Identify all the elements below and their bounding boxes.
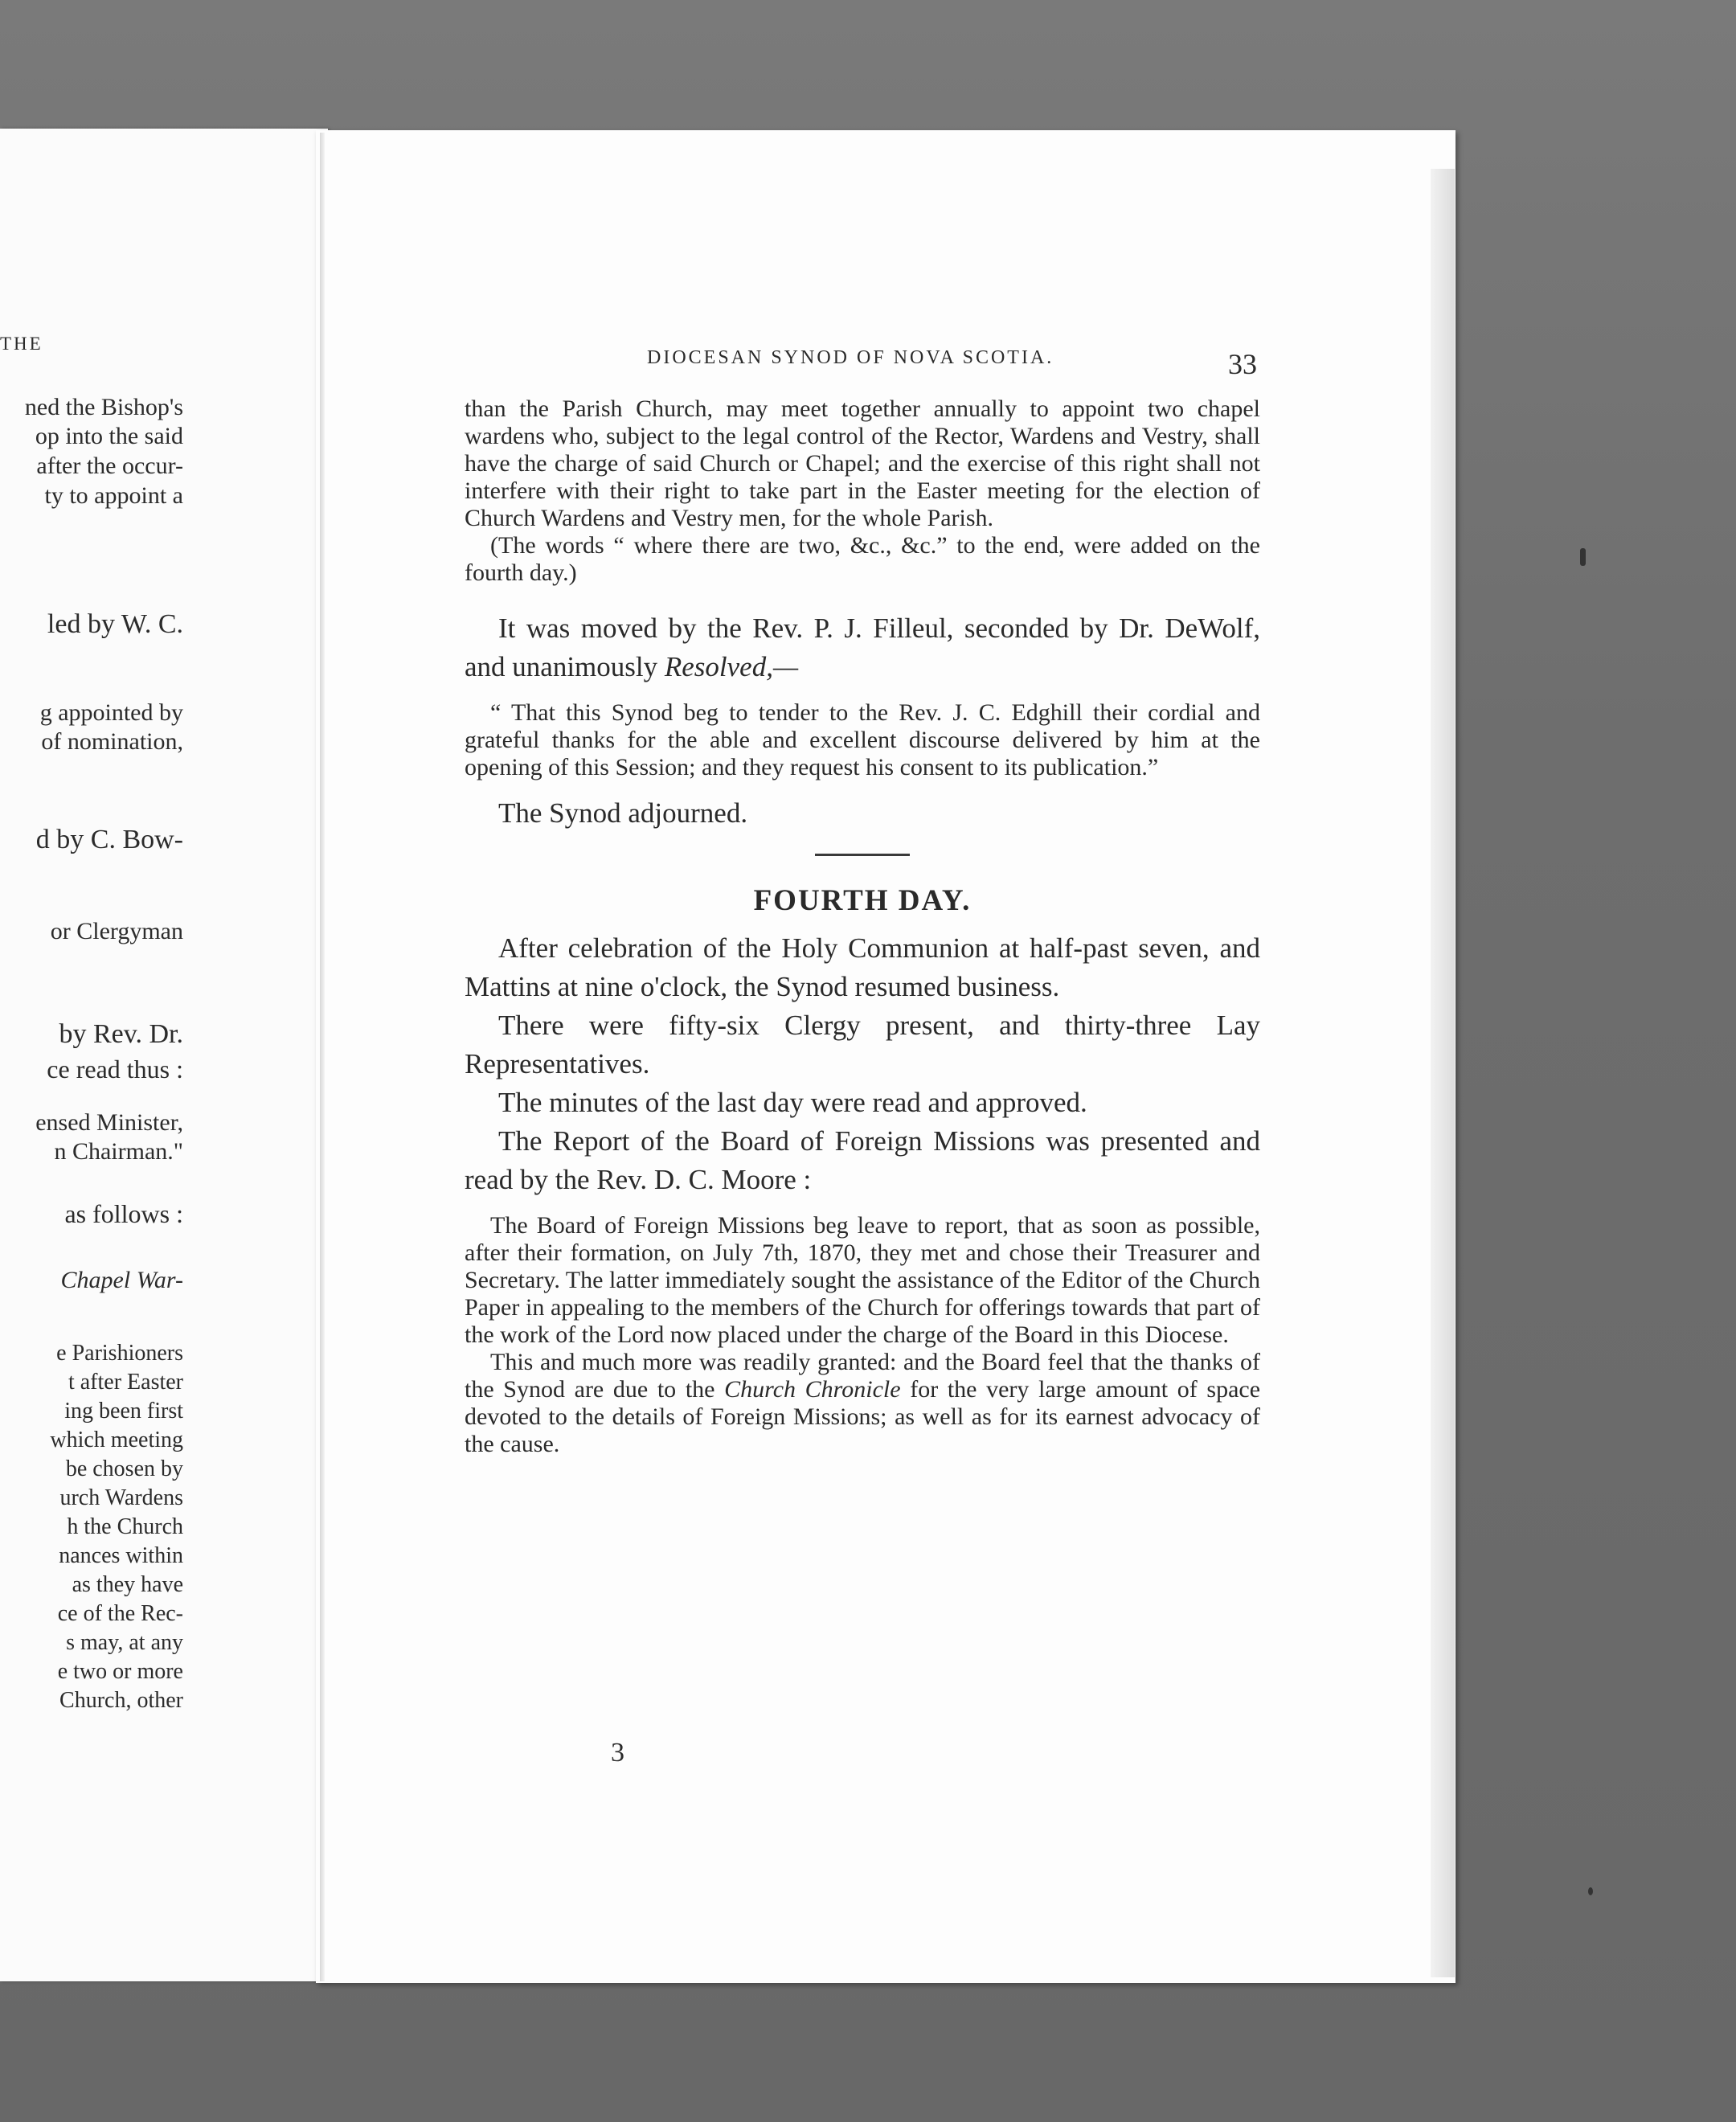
left-running-head: THE [0, 334, 43, 354]
page-number: 33 [1228, 348, 1257, 380]
left-line: d by C. Bow- [35, 825, 183, 854]
scan-speck [1588, 1887, 1593, 1895]
left-line: led by W. C. [47, 609, 183, 639]
left-line: Church, other [59, 1688, 183, 1713]
left-line: be chosen by [65, 1456, 183, 1481]
left-line: ty to appoint a [44, 482, 183, 509]
left-line: of nomination, [41, 728, 183, 755]
left-line: ce of the Rec- [57, 1601, 183, 1626]
left-line: or Clergyman [50, 918, 183, 944]
amendment-note: (The words “ where there are two, &c., &c.” to the end, were added on the fourth day.) [465, 532, 1260, 586]
report-paragraph-2 [465, 1349, 1260, 1458]
resolution-quote: “ That this Synod beg to tender to the Rev. J. C. Edghill their cordial and grateful thanks for the able and excellent discourse delivered by him at the opening of this Session; and they request his consent to its publication.” [465, 699, 1260, 780]
left-line: op into the said [35, 423, 183, 449]
left-line: by Rev. Dr. [59, 1019, 183, 1049]
paragraph-minutes: The minutes of the last day were read and approved. [498, 1087, 1087, 1118]
continuation-paragraph: than the Parish Church, may meet together annually to appoint two chapel wardens who, subject to the legal control of the Rector, Wardens and Vestry, shall have the charge of said Church or Chapel; and the exercise of this right shall not interfere with their right to take part in the Easter meeting for the election of Church Wardens and Vestry men, for the whole Parish. [465, 395, 1260, 531]
left-line: Chapel War- [60, 1267, 183, 1293]
book-gutter [320, 133, 325, 1981]
left-line: which meeting [50, 1428, 183, 1452]
section-rule [815, 854, 910, 856]
left-line: t after Easter [68, 1370, 183, 1395]
motion-resolved: Resolved,— [664, 651, 799, 682]
left-line: as follows : [64, 1199, 183, 1228]
left-line: g appointed by [39, 699, 183, 726]
left-line: after the occur- [36, 453, 183, 479]
left-line: n Chairman." [54, 1138, 183, 1165]
left-line: e Parishioners [56, 1341, 183, 1366]
day-heading: FOURTH DAY. [753, 884, 972, 917]
running-head: DIOCESAN SYNOD OF NOVA SCOTIA. [647, 347, 1054, 368]
paragraph-report-intro: The Report of the Board of Foreign Missions was presented and read by the Rev. D. C. Moore : [465, 1125, 1260, 1195]
left-line: urch Wardens [59, 1485, 183, 1510]
left-line: ing been first [64, 1399, 183, 1424]
scan-speck [1580, 548, 1586, 566]
report-text-end: for the very large amount of space devoted to the details of Foreign Missions; as well as for its earnest advocacy of the cause. [465, 1376, 1261, 1457]
paragraph-attendance: There were fifty-six Clergy present, and thirty-three Lay Representatives. [465, 1010, 1260, 1079]
left-page [0, 129, 328, 1981]
left-line: as they have [72, 1572, 183, 1597]
adjourned-line: The Synod adjourned. [498, 797, 748, 829]
left-line: ensed Minister, [35, 1109, 183, 1136]
page-body [465, 395, 1260, 1458]
motion-text: It was moved by the Rev. P. J. Filleul, seconded by Dr. DeWolf, and unanimously [465, 612, 1260, 682]
signature-mark: 3 [611, 1738, 624, 1768]
report-paragraph-1: The Board of Foreign Missions beg leave to report, that as soon as possible, after their formation, on July 7th, 1870, they met and chose their Treasurer and Secretary. The latter immediately sought the assistance of the Editor of the Church Paper in appealing to the members of the Church for offerings towards that part of the work of the Lord now placed under the charge of the Board in this Diocese. [465, 1212, 1260, 1348]
page-edge [1431, 169, 1455, 1977]
left-line: ce read thus : [47, 1055, 183, 1084]
left-line: e two or more [57, 1659, 183, 1684]
church-chronicle-title: Church Chronicle [724, 1376, 901, 1403]
left-line: nances within [59, 1543, 183, 1568]
paragraph-communion: After celebration of the Holy Communion at half-past seven, and Mattins at nine o'clock, the Synod resumed business. [465, 932, 1260, 1002]
report-text: This and much more was readily granted: and the Board feel that the thanks of the Synod are due to the [465, 1349, 1260, 1403]
left-line: ned the Bishop's [24, 394, 183, 420]
left-line: s may, at any [66, 1630, 183, 1655]
left-line: h the Church [67, 1514, 183, 1539]
motion-paragraph [465, 609, 1260, 686]
